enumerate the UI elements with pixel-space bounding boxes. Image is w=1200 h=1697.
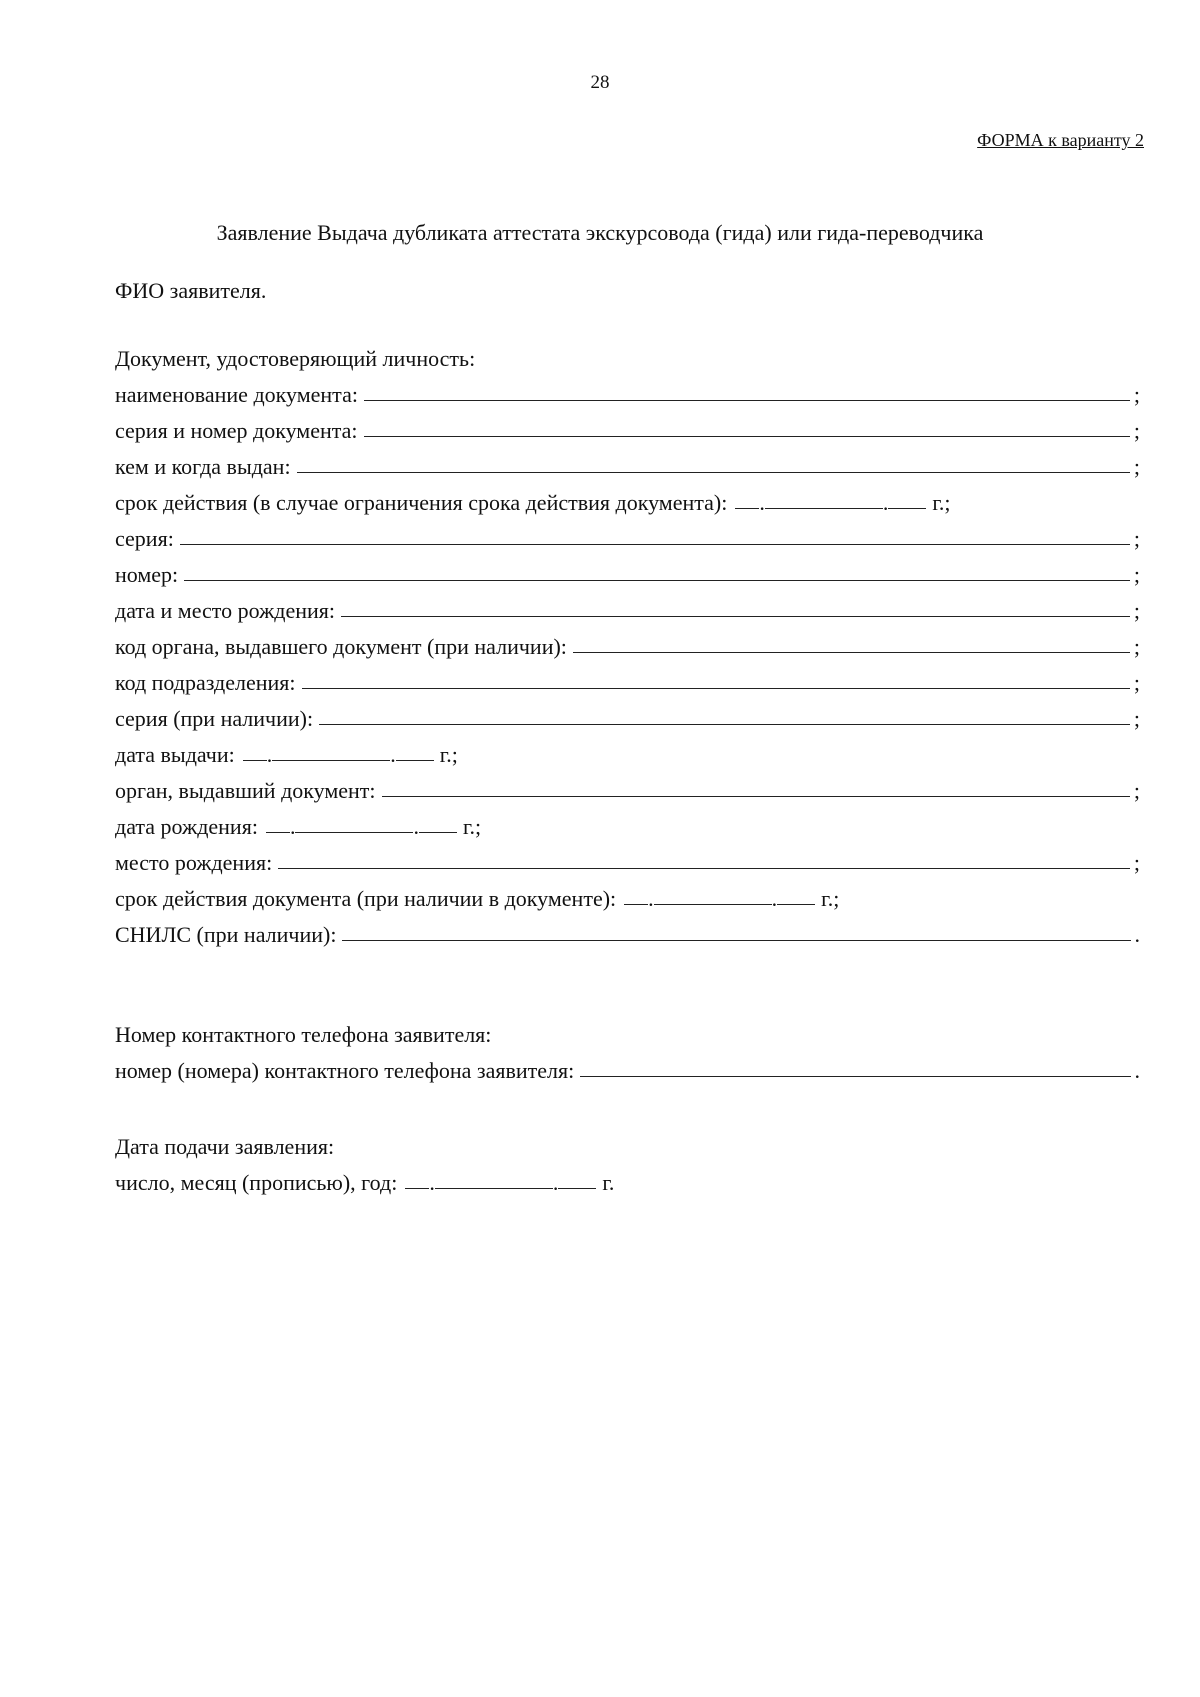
document-title: Заявление Выдача дубликата аттестата экскурсовода (гида) или гида-переводчика <box>216 220 984 245</box>
birth-place-field[interactable] <box>278 868 1130 869</box>
submission-date-row <box>115 1160 1140 1196</box>
date-separator: . <box>771 886 778 911</box>
contact-heading: Номер контактного телефона заявителя: <box>115 1022 492 1047</box>
validity-label: срок действия (в случае ограничения срока действия документа): <box>115 490 728 515</box>
division-code-field[interactable] <box>302 688 1130 689</box>
issue-month-field[interactable] <box>272 759 390 761</box>
date-separator: . <box>413 814 419 839</box>
doc-validity-month-field[interactable] <box>654 903 772 905</box>
submission-month-field[interactable] <box>435 1187 553 1189</box>
birth-year-field[interactable] <box>419 831 457 833</box>
date-separator: . <box>648 886 654 911</box>
applicant-section <box>115 268 1140 304</box>
series-optional-field[interactable] <box>319 724 1130 725</box>
date-separator: . <box>552 1170 559 1195</box>
series-number-label: серия и номер документа: <box>115 418 358 443</box>
issuer-code-field[interactable] <box>573 652 1130 653</box>
doc-validity-row <box>115 876 1140 912</box>
identity-document-section <box>115 336 1140 948</box>
issuer-label: орган, выдавший документ: <box>115 778 376 803</box>
birth-date-place-row <box>115 588 1140 624</box>
submission-heading: Дата подачи заявления: <box>115 1134 335 1159</box>
series-label: серия: <box>115 526 174 551</box>
issue-date-label: дата выдачи: <box>115 742 235 767</box>
validity-month-field[interactable] <box>765 507 883 509</box>
birth-place-row <box>115 840 1140 876</box>
number-label: номер: <box>115 562 179 587</box>
submission-date-label: число, месяц (прописью), год: <box>115 1170 398 1195</box>
row-terminator: ; <box>1133 382 1140 407</box>
snils-row <box>115 912 1140 948</box>
series-number-field[interactable] <box>364 436 1130 437</box>
issue-year-field[interactable] <box>396 759 434 761</box>
birth-date-place-label: дата и место рождения: <box>115 598 336 623</box>
identity-doc-heading: Документ, удостоверяющий личность: <box>115 346 476 371</box>
issue-date-row <box>115 732 1140 768</box>
birth-day-field[interactable] <box>266 831 290 833</box>
row-terminator: . <box>1134 1058 1140 1083</box>
series-optional-label: серия (при наличии): <box>115 706 314 731</box>
doc-name-row <box>115 372 1140 408</box>
number-row <box>115 552 1140 588</box>
validity-row <box>115 480 1140 516</box>
page-number: 28 <box>590 72 610 93</box>
fio-label: ФИО заявителя. <box>115 278 267 303</box>
form-variant-label: ФОРМА к варианту 2 <box>977 130 1144 150</box>
doc-name-field[interactable] <box>364 400 1130 401</box>
series-number-row <box>115 408 1140 444</box>
issued-by-label: кем и когда выдан: <box>115 454 291 479</box>
row-terminator: ; <box>1133 634 1140 659</box>
date-separator: . <box>266 742 273 767</box>
year-suffix: г.; <box>932 490 951 515</box>
row-terminator: ; <box>1133 526 1140 551</box>
date-separator: . <box>429 1170 435 1195</box>
year-suffix: г.; <box>821 886 840 911</box>
validity-year-field[interactable] <box>888 507 926 509</box>
series-row <box>115 516 1140 552</box>
submission-year-field[interactable] <box>558 1187 596 1189</box>
issuer-field[interactable] <box>382 796 1130 797</box>
year-suffix: г.; <box>439 742 458 767</box>
row-terminator: ; <box>1133 850 1140 875</box>
submission-section <box>115 1124 1140 1196</box>
year-suffix: г. <box>602 1170 615 1195</box>
row-terminator: ; <box>1133 598 1140 623</box>
contact-section <box>115 1012 1140 1084</box>
series-field[interactable] <box>180 544 1130 545</box>
birth-date-row <box>115 804 1140 840</box>
birth-date-label: дата рождения: <box>115 814 258 839</box>
issued-by-row <box>115 444 1140 480</box>
number-field[interactable] <box>184 580 1130 581</box>
phone-row <box>115 1048 1140 1084</box>
row-terminator: ; <box>1133 778 1140 803</box>
date-separator: . <box>390 742 396 767</box>
phone-field[interactable] <box>580 1076 1130 1077</box>
doc-validity-label: срок действия документа (при наличии в документе): <box>115 886 617 911</box>
doc-name-label: наименование документа: <box>115 382 358 407</box>
issuer-code-label: код органа, выдавшего документ (при наличии): <box>115 634 567 659</box>
phone-label: номер (номера) контактного телефона заявителя: <box>115 1058 575 1083</box>
submission-day-field[interactable] <box>405 1187 429 1189</box>
row-terminator: ; <box>1133 562 1140 587</box>
row-terminator: . <box>1134 922 1140 947</box>
row-terminator: ; <box>1133 418 1140 443</box>
snils-label: СНИЛС (при наличии): <box>115 922 337 947</box>
doc-validity-day-field[interactable] <box>624 903 648 905</box>
doc-validity-year-field[interactable] <box>777 903 815 905</box>
row-terminator: ; <box>1133 706 1140 731</box>
issuer-row <box>115 768 1140 804</box>
birth-date-place-field[interactable] <box>341 616 1130 617</box>
series-optional-row <box>115 696 1140 732</box>
row-terminator: ; <box>1133 670 1140 695</box>
snils-field[interactable] <box>342 940 1130 941</box>
date-separator: . <box>289 814 296 839</box>
issued-by-field[interactable] <box>297 472 1130 473</box>
birth-place-label: место рождения: <box>115 850 273 875</box>
date-separator: . <box>882 490 889 515</box>
issuer-code-row <box>115 624 1140 660</box>
year-suffix: г.; <box>462 814 482 839</box>
validity-day-field[interactable] <box>735 507 759 509</box>
division-code-row <box>115 660 1140 696</box>
issue-day-field[interactable] <box>243 759 267 761</box>
birth-month-field[interactable] <box>295 831 413 833</box>
date-separator: . <box>759 490 765 515</box>
division-code-label: код подразделения: <box>115 670 296 695</box>
row-terminator: ; <box>1133 454 1140 479</box>
